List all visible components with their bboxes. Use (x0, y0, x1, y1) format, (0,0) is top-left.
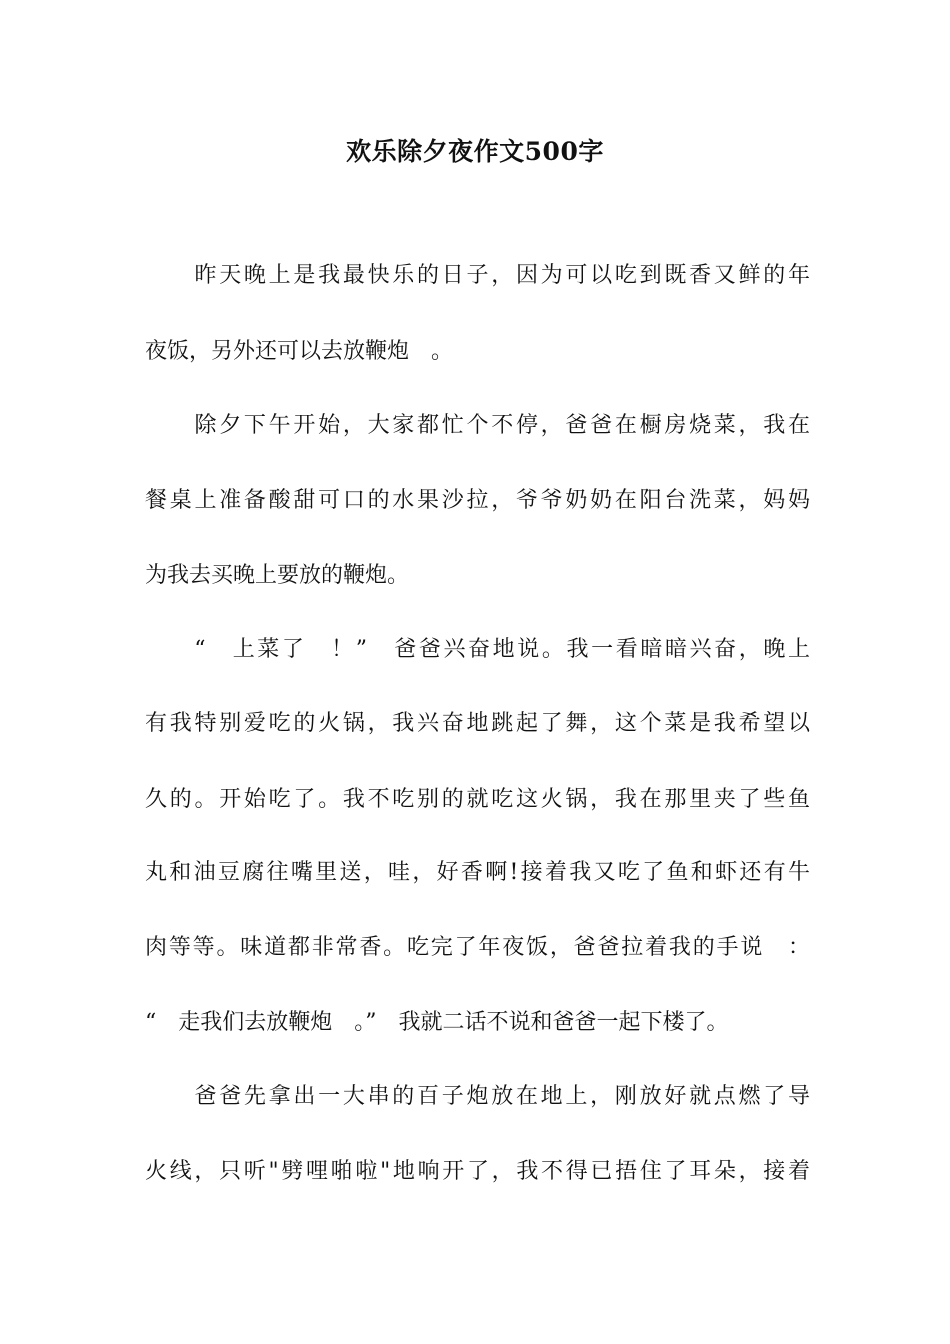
paragraph-line: 昨天晚上是我最快乐的日子，因为可以吃到既香又鲜的年 (145, 263, 810, 288)
paragraph-line: 除夕下午开始，大家都忙个不停，爸爸在橱房烧菜，我在 (145, 413, 810, 438)
document-title: 欢乐除夕夜作文500字 (346, 137, 604, 166)
paragraph-line: 夜饭，另外还可以去放鞭炮 。 (145, 339, 454, 364)
paragraph-line: 为我去买晚上要放的鞭炮。 (145, 563, 410, 588)
paragraph-line: 丸和油豆腐往嘴里送，哇，好香啊!接着我又吃了鱼和虾还有牛 (145, 860, 810, 885)
paragraph-line: 有我特别爱吃的火锅，我兴奋地跳起了舞，这个菜是我希望以 (145, 711, 810, 736)
paragraph-line: 肉等等。味道都非常香。吃完了年夜饭，爸爸拉着我的手说 ： (145, 935, 810, 960)
paragraph-line: 久的。开始吃了。我不吃别的就吃这火锅，我在那里夹了些鱼 (145, 787, 810, 812)
paragraph-line: 爸爸先拿出一大串的百子炮放在地上，刚放好就点燃了导 (145, 1084, 810, 1109)
paragraph-line: “ 上菜了 ！” 爸爸兴奋地说。我一看暗暗兴奋，晚上 (145, 637, 810, 662)
paragraph-line: “ 走我们去放鞭炮 。” 我就二话不说和爸爸一起下楼了。 (145, 1010, 729, 1035)
paragraph-line: 餐桌上准备酸甜可口的水果沙拉，爷爷奶奶在阳台洗菜，妈妈 (145, 488, 810, 513)
paragraph-line: 火线，只听"劈哩啪啦"地响开了，我不得已捂住了耳朵，接着 (145, 1159, 810, 1184)
